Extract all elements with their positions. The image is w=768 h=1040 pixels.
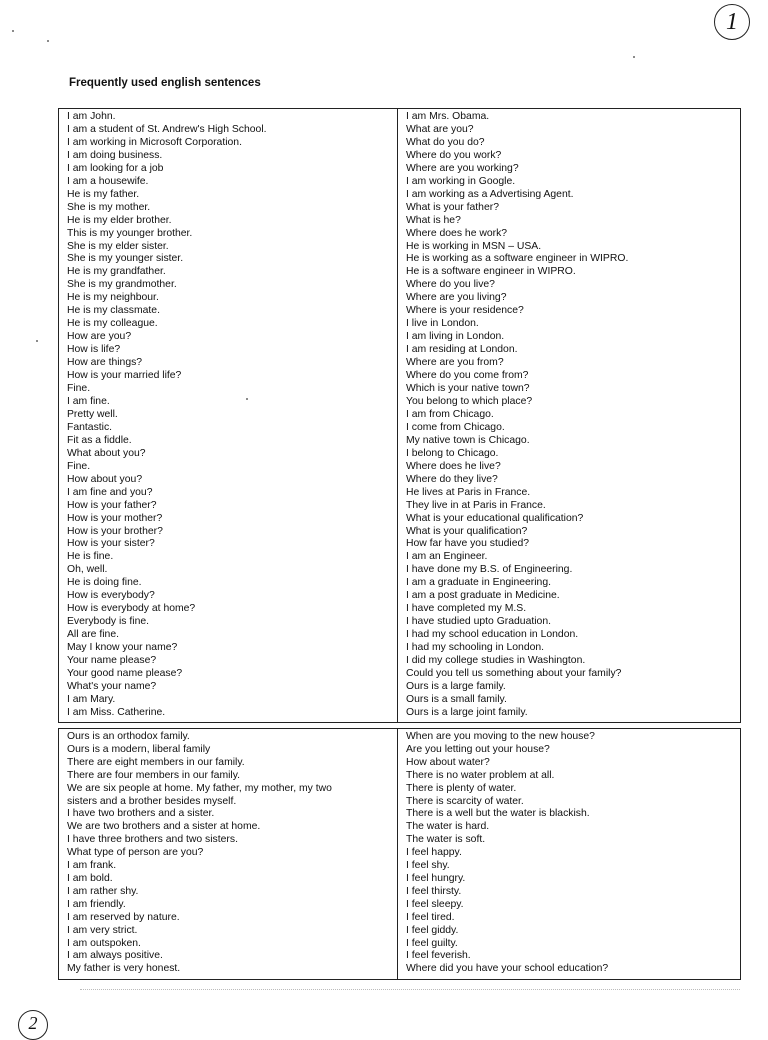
page-number-circle — [714, 4, 750, 40]
sentence-line: I had my schooling in London. — [406, 642, 545, 654]
sentence-line: My father is very honest. — [67, 963, 181, 975]
sentence-line: Ours is a small family. — [406, 693, 507, 705]
sentence-line: I did my college studies in Washington. — [406, 655, 586, 667]
sentence-line: He is fine. — [67, 551, 114, 563]
sentence-line: He is my elder brother. — [67, 214, 172, 226]
sentence-line: Could you tell us something about your family? — [406, 667, 622, 679]
sentence-line: How is everybody at home? — [67, 603, 196, 615]
sentence-line: Where does he work? — [406, 227, 508, 239]
sentence-line: I have done my B.S. of Engineering. — [406, 564, 573, 576]
sentence-line: I had my school education in London. — [406, 629, 579, 641]
sentence-line: How about you? — [67, 473, 143, 485]
sentence-line: How is your sister? — [67, 538, 155, 550]
sentence-line: She is my grandmother. — [67, 279, 177, 291]
sentence-line: What is he? — [406, 214, 461, 226]
sentence-line: I feel sleepy. — [406, 898, 464, 910]
next-page-number-circle — [18, 1010, 48, 1040]
sentence-line: Everybody is fine. — [67, 616, 150, 628]
sentence-line: What type of person are you? — [67, 847, 204, 859]
scan-speck — [47, 40, 49, 42]
sentence-line: What is your qualification? — [406, 525, 528, 537]
sentence-line: I feel happy. — [406, 847, 462, 859]
sentence-line: He is my classmate. — [67, 305, 160, 317]
sentence-line: How is your father? — [67, 499, 157, 511]
sentence-line: I am an Engineer. — [406, 551, 488, 563]
sentence-line: I am working as a Advertising Agent. — [406, 188, 574, 200]
sentence-line: Where do you live? — [406, 279, 495, 291]
next-page-number: 2 — [28, 1013, 38, 1033]
sentence-line: I am rather shy. — [67, 885, 139, 897]
sentence-line: May I know your name? — [67, 642, 178, 654]
sentence-line: Where do you work? — [406, 149, 502, 161]
sentence-line: I am reserved by nature. — [67, 911, 180, 923]
sentence-line: I live in London. — [406, 318, 479, 330]
sentence-line: Where are you from? — [406, 357, 504, 369]
sentence-line: Pretty well. — [67, 408, 118, 420]
sentence-line: Ours is a large joint family. — [406, 706, 528, 718]
sentence-line: I am looking for a job — [67, 162, 164, 174]
block-1-right-column — [398, 109, 740, 722]
sentence-line: I am Mary. — [67, 693, 116, 705]
sentence-line: What is your father? — [406, 201, 499, 213]
sentence-line: There is no water problem at all. — [406, 769, 555, 781]
sentence-line: There is plenty of water. — [406, 782, 517, 794]
sentence-line: There are eight members in our family. — [67, 756, 245, 768]
sentence-line: This is my younger brother. — [67, 227, 193, 239]
scan-speck — [36, 340, 38, 342]
sentence-line: How far have you studied? — [406, 538, 530, 550]
sentence-line: sisters and a brother besides myself. — [67, 795, 237, 807]
sentence-line: How is your married life? — [67, 370, 182, 382]
scan-speck — [12, 30, 14, 32]
sentence-line: She is my elder sister. — [67, 240, 169, 252]
sentence-line: He is a software engineer in WIPRO. — [406, 266, 576, 278]
block-2-left-column — [59, 729, 398, 979]
sentence-line: How is everybody? — [67, 590, 155, 602]
sentence-line: He is my grandfather. — [67, 266, 166, 278]
block-2-right-column — [398, 729, 740, 979]
page-number: 1 — [726, 8, 738, 35]
sentence-line: I am doing business. — [67, 149, 163, 161]
sentence-line: I have two brothers and a sister. — [67, 808, 215, 820]
sentence-line: Where are you living? — [406, 292, 507, 304]
sentence-line: Which is your native town? — [406, 383, 530, 395]
sentence-line: Where is your residence? — [406, 305, 524, 317]
sentence-line: Ours is a large family. — [406, 680, 506, 692]
sentence-line: What's your name? — [67, 680, 157, 692]
sentence-line: He is my colleague. — [67, 318, 158, 330]
sentence-line: I am residing at London. — [406, 344, 518, 356]
sentence-line: He lives at Paris in France. — [406, 486, 531, 498]
sentence-line: What are you? — [406, 123, 474, 135]
sentence-line: I have three brothers and two sisters. — [67, 834, 238, 846]
sentence-line: There is scarcity of water. — [406, 795, 524, 807]
sentence-line: He is my neighbour. — [67, 292, 159, 304]
sentence-line: He is my father. — [67, 188, 140, 200]
sentence-line: I belong to Chicago. — [406, 447, 499, 459]
sentence-line: I am a student of St. Andrew's High School. — [67, 123, 267, 135]
sentence-line: I feel thirsty. — [406, 885, 462, 897]
sentence-line: There are four members in our family. — [67, 769, 241, 781]
sentence-line: I am bold. — [67, 872, 113, 884]
sentence-line: Fantastic. — [67, 421, 113, 433]
sentence-line: I am a housewife. — [67, 175, 149, 187]
sentence-line: When are you moving to the new house? — [406, 731, 595, 742]
sentence-line: The water is soft. — [406, 834, 486, 846]
sentence-line: Where did you have your school education? — [406, 963, 609, 975]
sentence-line: He is doing fine. — [67, 577, 142, 589]
sentence-line: How is your mother? — [67, 512, 163, 524]
sentence-line: We are two brothers and a sister at home. — [67, 821, 261, 833]
sentence-line: I feel tired. — [406, 911, 455, 923]
sentence-line: Ours is an orthodox family. — [67, 731, 190, 742]
sentence-line: Your name please? — [67, 655, 157, 667]
sentence-line: I feel hungry. — [406, 872, 466, 884]
sentence-line: Fine. — [67, 460, 91, 472]
sentence-line: I am friendly. — [67, 898, 126, 910]
sentence-line: We are six people at home. My father, my mother, my two — [67, 782, 332, 794]
sentence-line: What about you? — [67, 447, 146, 459]
sentence-line: Where do they live? — [406, 473, 498, 485]
sentence-line: I am John. — [67, 111, 116, 122]
sentence-line: Where does he live? — [406, 460, 501, 472]
sentence-line: They live in at Paris in France. — [406, 499, 546, 511]
sentence-line: I am fine. — [67, 395, 110, 407]
sentence-line: I have studied upto Graduation. — [406, 616, 551, 628]
document-title: Frequently used english sentences — [69, 77, 261, 89]
sentence-line: I have completed my M.S. — [406, 603, 527, 615]
block-1-left-column — [59, 109, 398, 722]
sentence-line: I come from Chicago. — [406, 421, 505, 433]
sentence-line: How are you? — [67, 331, 132, 343]
sentence-line: I feel giddy. — [406, 924, 459, 936]
sentence-line: How is your brother? — [67, 525, 163, 537]
sentence-line: I feel feverish. — [406, 950, 471, 962]
sentence-line: My native town is Chicago. — [406, 434, 530, 446]
sentence-line: I am working in Microsoft Corporation. — [67, 136, 242, 148]
sentence-line: How are things? — [67, 357, 143, 369]
sentence-line: You belong to which place? — [406, 395, 533, 407]
sentence-line: Fine. — [67, 383, 91, 395]
sentence-line: Your good name please? — [67, 667, 183, 679]
sentence-line: How is life? — [67, 344, 121, 356]
sentence-line: I am from Chicago. — [406, 408, 494, 420]
sentence-line: What is your educational qualification? — [406, 512, 584, 524]
sentence-line: I am fine and you? — [67, 486, 153, 498]
sentence-line: I am frank. — [67, 860, 117, 872]
sentence-line: I feel shy. — [406, 860, 450, 872]
sentence-line: I am living in London. — [406, 331, 505, 343]
sentence-line: Where are you working? — [406, 162, 519, 174]
sentence-line: She is my mother. — [67, 201, 151, 213]
sentence-line: I feel guilty. — [406, 937, 458, 949]
scan-speck — [633, 56, 635, 58]
sentence-line: He is working in MSN – USA. — [406, 240, 542, 252]
sentence-line: I am very strict. — [67, 924, 138, 936]
sentence-line: Fit as a fiddle. — [67, 434, 132, 446]
footer-divider — [80, 989, 740, 990]
sentence-line: All are fine. — [67, 629, 119, 641]
sentence-line: I am Miss. Catherine. — [67, 706, 166, 718]
sentence-line: Oh, well. — [67, 564, 108, 576]
sentence-line: Where do you come from? — [406, 370, 529, 382]
sentence-table-block-1 — [58, 108, 741, 723]
sentence-line: I am a graduate in Engineering. — [406, 577, 551, 589]
sentence-line: I am outspoken. — [67, 937, 141, 949]
sentence-line: There is a well but the water is blackish. — [406, 808, 590, 820]
sentence-line: I am Mrs. Obama. — [406, 111, 490, 122]
sentence-line: Ours is a modern, liberal family — [67, 743, 211, 755]
sentence-line: I am working in Google. — [406, 175, 516, 187]
sentence-line: I am always positive. — [67, 950, 163, 962]
scan-speck — [246, 398, 248, 400]
sentence-line: I am a post graduate in Medicine. — [406, 590, 560, 602]
sentence-line: How about water? — [406, 756, 490, 768]
sentence-line: She is my younger sister. — [67, 253, 184, 265]
sentence-line: He is working as a software engineer in WIPRO. — [406, 253, 629, 265]
sentence-line: Are you letting out your house? — [406, 743, 550, 755]
sentence-line: What do you do? — [406, 136, 485, 148]
sentence-table-block-2 — [58, 728, 741, 980]
sentence-line: The water is hard. — [406, 821, 490, 833]
